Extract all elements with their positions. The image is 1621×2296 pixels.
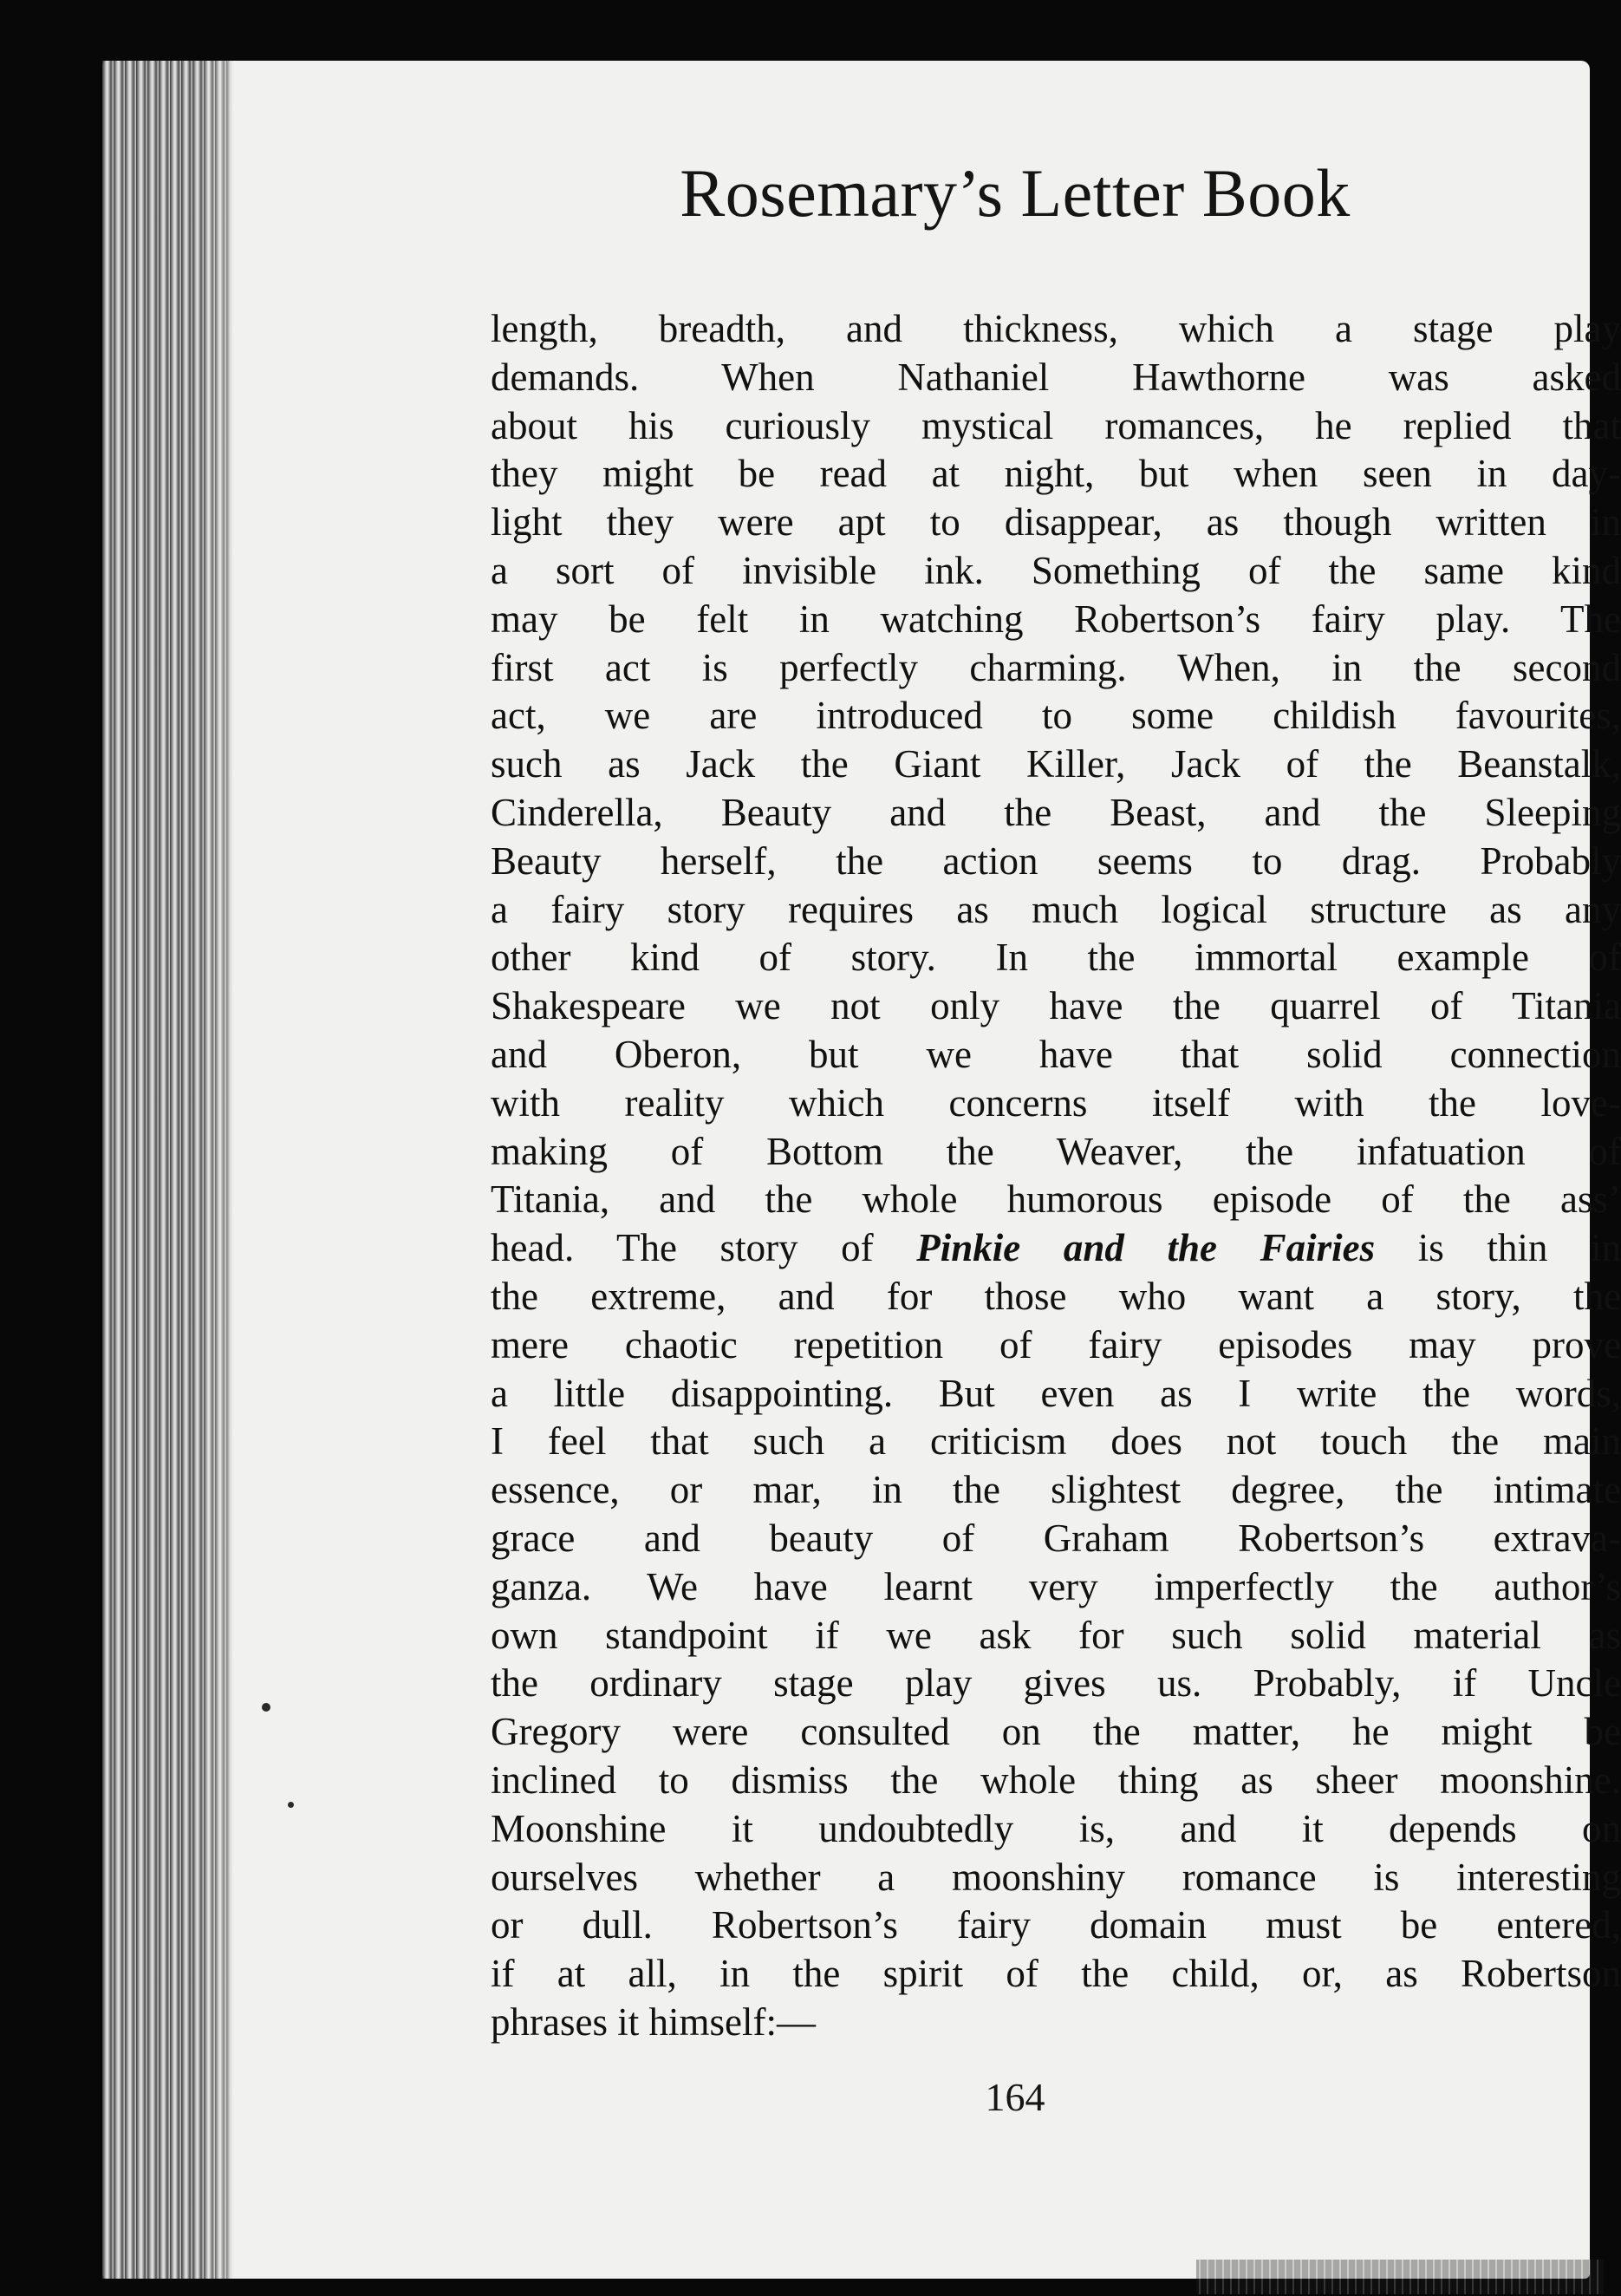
text-line: a little disappointing. But even as I write the words, [491, 1371, 1621, 1415]
margin-mark [262, 1703, 270, 1712]
running-head: Rosemary’s Letter Book [680, 155, 1351, 231]
text-line: Gregory were consulted on the matter, he might be [491, 1710, 1621, 1754]
text-line: with reality which concerns itself with the love- [491, 1080, 1621, 1125]
margin-mark [288, 1802, 294, 1808]
text-line: such as Jack the Giant Killer, Jack of the Beanstalk, [491, 742, 1621, 786]
text-line-part: head. The story of [491, 1226, 917, 1270]
scan-noise [1196, 2260, 1604, 2294]
text-line: if at all, in the spirit of the child, or, as Robertson [491, 1952, 1621, 1996]
text-line: I feel that such a criticism does not touch the main [491, 1419, 1621, 1464]
text-line: about his curiously mystical romances, he replied that [491, 403, 1621, 447]
text-line: or dull. Robertson’s fairy domain must be entered, [491, 1903, 1621, 1947]
page-number: 164 [985, 2075, 1045, 2119]
text-line [491, 1224, 1621, 1273]
text-line: first act is perfectly charming. When, in the second [491, 645, 1621, 689]
text-line: length, breadth, and thickness, which a stage play [491, 307, 1621, 350]
text-line: may be felt in watching Robertson’s fairy play. The [491, 597, 1621, 641]
text-line: essence, or mar, in the slightest degree, the intimate [491, 1468, 1621, 1512]
text-line: own standpoint if we ask for such solid material as [491, 1613, 1621, 1657]
text-line: and Oberon, but we have that solid connection [491, 1032, 1621, 1076]
text-line: ourselves whether a moonshiny romance is interesting [491, 1855, 1621, 1899]
text-line-part: is thin in [1375, 1226, 1621, 1270]
text-line: mere chaotic repetition of fairy episodes may prove [491, 1322, 1621, 1367]
text-line: light they were apt to disappear, as though written in [491, 500, 1621, 545]
text-line: act, we are introduced to some childish favourites, [491, 694, 1621, 738]
text-line: making of Bottom the Weaver, the infatuation of [491, 1129, 1621, 1173]
text-line: demands. When Nathaniel Hawthorne was asked [491, 355, 1621, 399]
text-line: the extreme, and for those who want a story, the [491, 1274, 1621, 1318]
text-line: they might be read at night, but when seen in day- [491, 452, 1621, 496]
text-line: Beauty herself, the action seems to drag. Probably [491, 838, 1621, 883]
body-text [491, 305, 1621, 2047]
text-line: a fairy story requires as much logical structure as any [491, 887, 1621, 931]
text-line: Moonshine it undoubtedly is, and it depends on [491, 1806, 1621, 1850]
text-line: Cinderella, Beauty and the Beast, and the Sleeping [491, 790, 1621, 834]
text-line: Titania, and the whole humorous episode of the ass’ [491, 1177, 1621, 1222]
text-line: other kind of story. In the immortal example of [491, 936, 1621, 980]
book-page [102, 61, 1621, 2279]
text-line: grace and beauty of Graham Robertson’s extrava- [491, 1516, 1621, 1560]
text-line: ganza. We have learnt very imperfectly the author’s [491, 1564, 1621, 1608]
text-line: a sort of invisible ink. Something of the same kind [491, 548, 1621, 592]
text-line: inclined to dismiss the whole thing as sheer moonshine. [491, 1758, 1621, 1802]
text-line: the ordinary stage play gives us. Probably, if Uncle [491, 1661, 1621, 1706]
play-title: Pinkie and the Fairies [916, 1226, 1376, 1270]
text-line: phrases it himself:— [491, 1999, 816, 2044]
text-line: Shakespeare we not only have the quarrel of Titania [491, 984, 1621, 1028]
